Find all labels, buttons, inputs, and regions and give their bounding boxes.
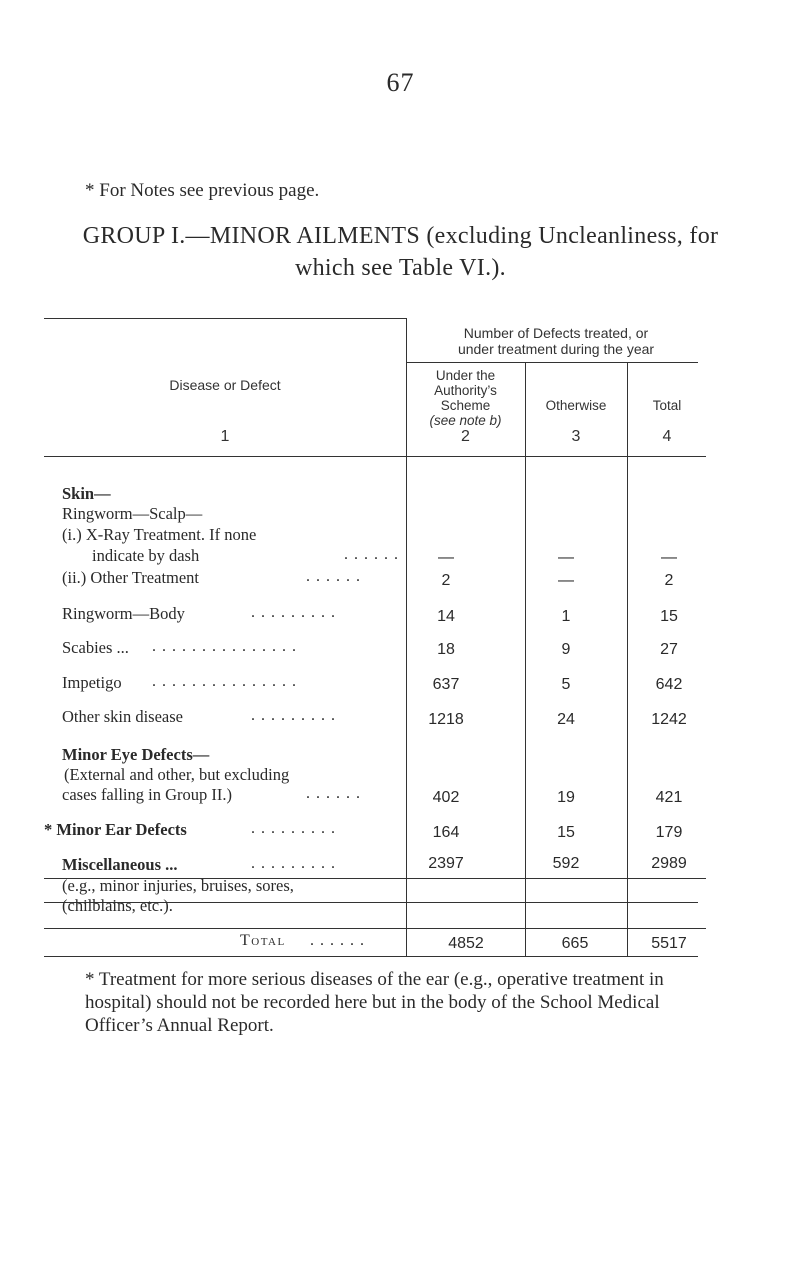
- miscellaneous-label: Miscellaneous ...: [62, 855, 178, 874]
- page-title: GROUP I.—MINOR AILMENTS (excluding Uncleanliness, for: [82, 223, 719, 249]
- minor-ailments-table: [44, 318, 706, 902]
- header-bottom-rule: [44, 456, 706, 457]
- xray-col3: —: [558, 549, 574, 566]
- subheader-rule: [406, 362, 698, 363]
- other-skin-col4: 1242: [651, 711, 687, 728]
- total-col4: 5517: [651, 935, 687, 952]
- col4-header: Total: [652, 398, 682, 413]
- col1-header: Disease or Defect: [169, 377, 281, 393]
- other-skin-col3: 24: [557, 711, 575, 728]
- page-number: 67: [386, 68, 415, 97]
- col1-number: 1: [220, 428, 230, 445]
- footnote: * Treatment for more serious diseases of the ear (e.g., operative treatment in hospital) should not be recorded here but in the body of the School Medical Officer’s Annual Report.: [85, 969, 664, 1036]
- col2-header-line3: Scheme: [440, 398, 491, 413]
- scabies-col4: 27: [660, 641, 678, 658]
- scabies-col3: 9: [561, 641, 571, 658]
- minor-ear-label: * Minor Ear Defects: [44, 820, 187, 839]
- col2-header-line1: Under the: [435, 368, 496, 383]
- col2-number: 2: [461, 428, 470, 445]
- total-col3: 665: [561, 935, 589, 952]
- col3-header: Otherwise: [545, 398, 607, 413]
- page-title-line2: which see Table VI.).: [294, 255, 506, 281]
- ringworm-scalp-label: Ringworm—Scalp—: [62, 504, 203, 523]
- table-top-rule: [44, 318, 406, 319]
- ringworm-body-col2: 14: [437, 608, 455, 625]
- minor-ear-col3: 15: [557, 824, 575, 841]
- leader-dots: . . . . . .: [306, 785, 361, 802]
- misc-col2: 2397: [428, 855, 464, 872]
- note-line: * For Notes see previous page.: [85, 180, 320, 201]
- minor-ear-col4: 179: [655, 824, 683, 841]
- minor-eye-col4: 421: [655, 789, 683, 806]
- leader-dots: . . . . . . . . . . . . . . .: [152, 638, 297, 655]
- xray-label-line2: indicate by dash: [92, 546, 200, 565]
- misc-col4: 2989: [651, 855, 687, 872]
- leader-dots: . . . . . . . . .: [251, 707, 336, 724]
- minor-eye-col3: 19: [557, 789, 575, 806]
- scabies-col2: 18: [437, 641, 455, 658]
- col2-header-line2: Authority’s: [434, 383, 497, 398]
- minor-ear-col2: 164: [432, 824, 460, 841]
- other-treatment-label: (ii.) Other Treatment: [62, 568, 200, 587]
- leader-dots: . . . . . . . . .: [251, 855, 336, 872]
- leader-dots: . . . . . . . . .: [251, 820, 336, 837]
- leader-dots: . . . . . .: [310, 932, 365, 949]
- xray-label-line1: (i.) X-Ray Treatment. If none: [62, 525, 257, 544]
- minor-eye-line3: cases falling in Group II.): [62, 785, 232, 804]
- other-treatment-col3: —: [558, 572, 574, 589]
- other-skin-col2: 1218: [428, 711, 464, 728]
- group-header-line1: Number of Defects treated, or: [463, 325, 649, 341]
- col4-number: 4: [662, 428, 672, 445]
- misc-line3: (chilblains, etc.).: [62, 896, 173, 915]
- impetigo-col4: 642: [655, 676, 683, 693]
- misc-line2: (e.g., minor injuries, bruises, sores,: [62, 876, 294, 895]
- minor-eye-heading: Minor Eye Defects—: [62, 745, 210, 764]
- leader-dots: . . . . . . . . . . . . . . .: [152, 673, 297, 690]
- misc-col3: 592: [552, 855, 580, 872]
- xray-col2: —: [438, 549, 454, 566]
- ringworm-body-label: Ringworm—Body: [62, 604, 185, 623]
- total-label: Total: [240, 932, 286, 949]
- scabies-label: Scabies ...: [62, 638, 129, 657]
- impetigo-col3: 5: [561, 676, 571, 693]
- other-treatment-col2: 2: [441, 572, 451, 589]
- ringworm-body-col3: 1: [561, 608, 571, 625]
- total-col2: 4852: [448, 935, 484, 952]
- minor-eye-col2: 402: [432, 789, 460, 806]
- other-treatment-col4: 2: [664, 572, 674, 589]
- xray-col4: —: [661, 549, 677, 566]
- impetigo-label: Impetigo: [62, 673, 122, 692]
- col2-header-line4: (see note b): [429, 413, 502, 428]
- impetigo-col2: 637: [432, 676, 460, 693]
- leader-dots: . . . . . .: [306, 568, 361, 585]
- group-header-line2: under treatment during the year: [457, 341, 655, 357]
- skin-heading: Skin—: [62, 484, 111, 503]
- ringworm-body-col4: 15: [660, 608, 678, 625]
- minor-eye-line2: (External and other, but excluding: [64, 765, 290, 784]
- leader-dots: . . . . . . . . .: [251, 604, 336, 621]
- leader-dots: . . . . . .: [344, 546, 399, 563]
- col3-number: 3: [571, 428, 581, 445]
- other-skin-label: Other skin disease: [62, 707, 183, 726]
